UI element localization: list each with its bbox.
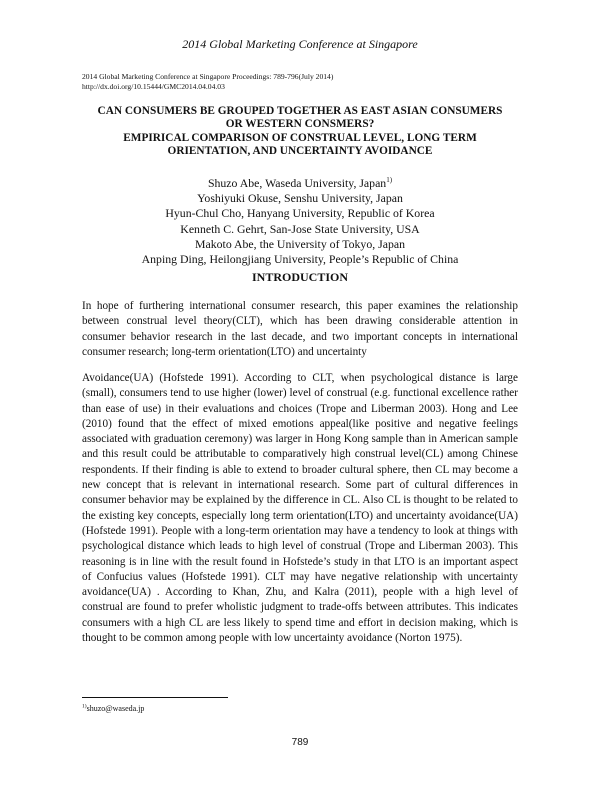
page-number: 789 xyxy=(291,737,309,748)
author-name: Shuzo Abe, Waseda University, Japan xyxy=(207,176,387,190)
footnote xyxy=(82,704,144,713)
author-line xyxy=(60,176,540,191)
footnote-email[interactable]: shuzo@waseda.jp xyxy=(86,704,145,713)
author-line: Kenneth C. Gehrt, San-Jose State University, USA xyxy=(180,221,420,236)
proceedings-citation: 2014 Global Marketing Conference at Singapore Proceedings: 789-796(July 2014) xyxy=(82,72,334,81)
proceedings-info xyxy=(82,72,333,92)
paper-title xyxy=(60,105,540,158)
running-header: 2014 Global Marketing Conference at Singapore xyxy=(182,37,418,51)
title-line-4: ORIENTATION, AND UNCERTAINTY AVOIDANCE xyxy=(167,144,433,157)
author-list xyxy=(60,176,540,267)
doi-link[interactable]: http://dx.doi.org/10.15444/GMC2014.04.04.03 xyxy=(82,82,225,91)
author-line: Anping Ding, Heilongjiang University, People’s Republic of China xyxy=(141,252,459,267)
title-line-2: OR WESTERN CONSMERS? xyxy=(225,118,375,131)
title-line-3: EMPIRICAL COMPARISON OF CONSTRUAL LEVEL, LONG TERM xyxy=(123,131,477,144)
footnote-divider xyxy=(82,697,228,698)
intro-paragraph-2: Avoidance(UA) (Hofstede 1991). According to CLT, when psychological distance is large (small), consumers tend to use higher (lower) level of construal (e.g. functional excellence rather than ease of use) in their evaluations and choices (Trope and Liberman 2003). Hong and Lee (2010) found that the effect of mixed emotions appeal(like positive and negative feelings associated with graduation ceremony) was larger in Hong Kong sample than in American sample and this result could be attributable to comparatively high construal level(CL) among Chinese respondents. If their finding is able to extend to broader cultural sphere, then CL may become a new concept that is relevant in international research. Some part of cultural differences in consumer behavior may be explained by the difference in CL. Also CL is thought to be related to the existing key concepts, especially long term orientation(LTO) and uncertainty avoidance(UA) (Hofstede 1991). People with a long-term orientation may have a tendency to look at things with psychological distance which leads to high level of construal (Trope and Liberman 2003). This reasoning is in line with the result found in Hofstede’s study in that LTO is an important aspect of Confucius values (Hofstede 1991). CLT may have negative relationship with uncertainty avoidance(UA) . According to Khan, Zhu, and Kalra (2011), people with a high level of construal are found to prefer wholistic judgment to trade-offs between attributes. This indicates consumers with a high CL are less likely to spend time and effort in decision making, which is thought to be common among people with low uncertainty avoidance (Norton 1975). xyxy=(82,372,518,645)
title-line-1: CAN CONSUMERS BE GROUPED TOGETHER AS EAST ASIAN CONSUMERS xyxy=(97,105,503,117)
footnote-mark: 1) xyxy=(82,703,87,710)
section-heading: INTRODUCTION xyxy=(251,270,348,284)
author-line: Makoto Abe, the University of Tokyo, Japan xyxy=(195,236,405,251)
author-footnote-mark: 1) xyxy=(386,176,393,185)
author-line: Yoshiyuki Okuse, Senshu University, Japan xyxy=(197,191,403,206)
intro-paragraph-1: In hope of furthering international consumer research, this paper examines the relationship between construal level theory(CLT), which has been drawing considerable attention in consumer behavior research in the last decade, and two important concepts in international consumer research; long-term orientation(LTO) and uncertainty xyxy=(82,300,518,358)
author-line: Hyun-Chul Cho, Hanyang University, Republic of Korea xyxy=(165,206,435,221)
